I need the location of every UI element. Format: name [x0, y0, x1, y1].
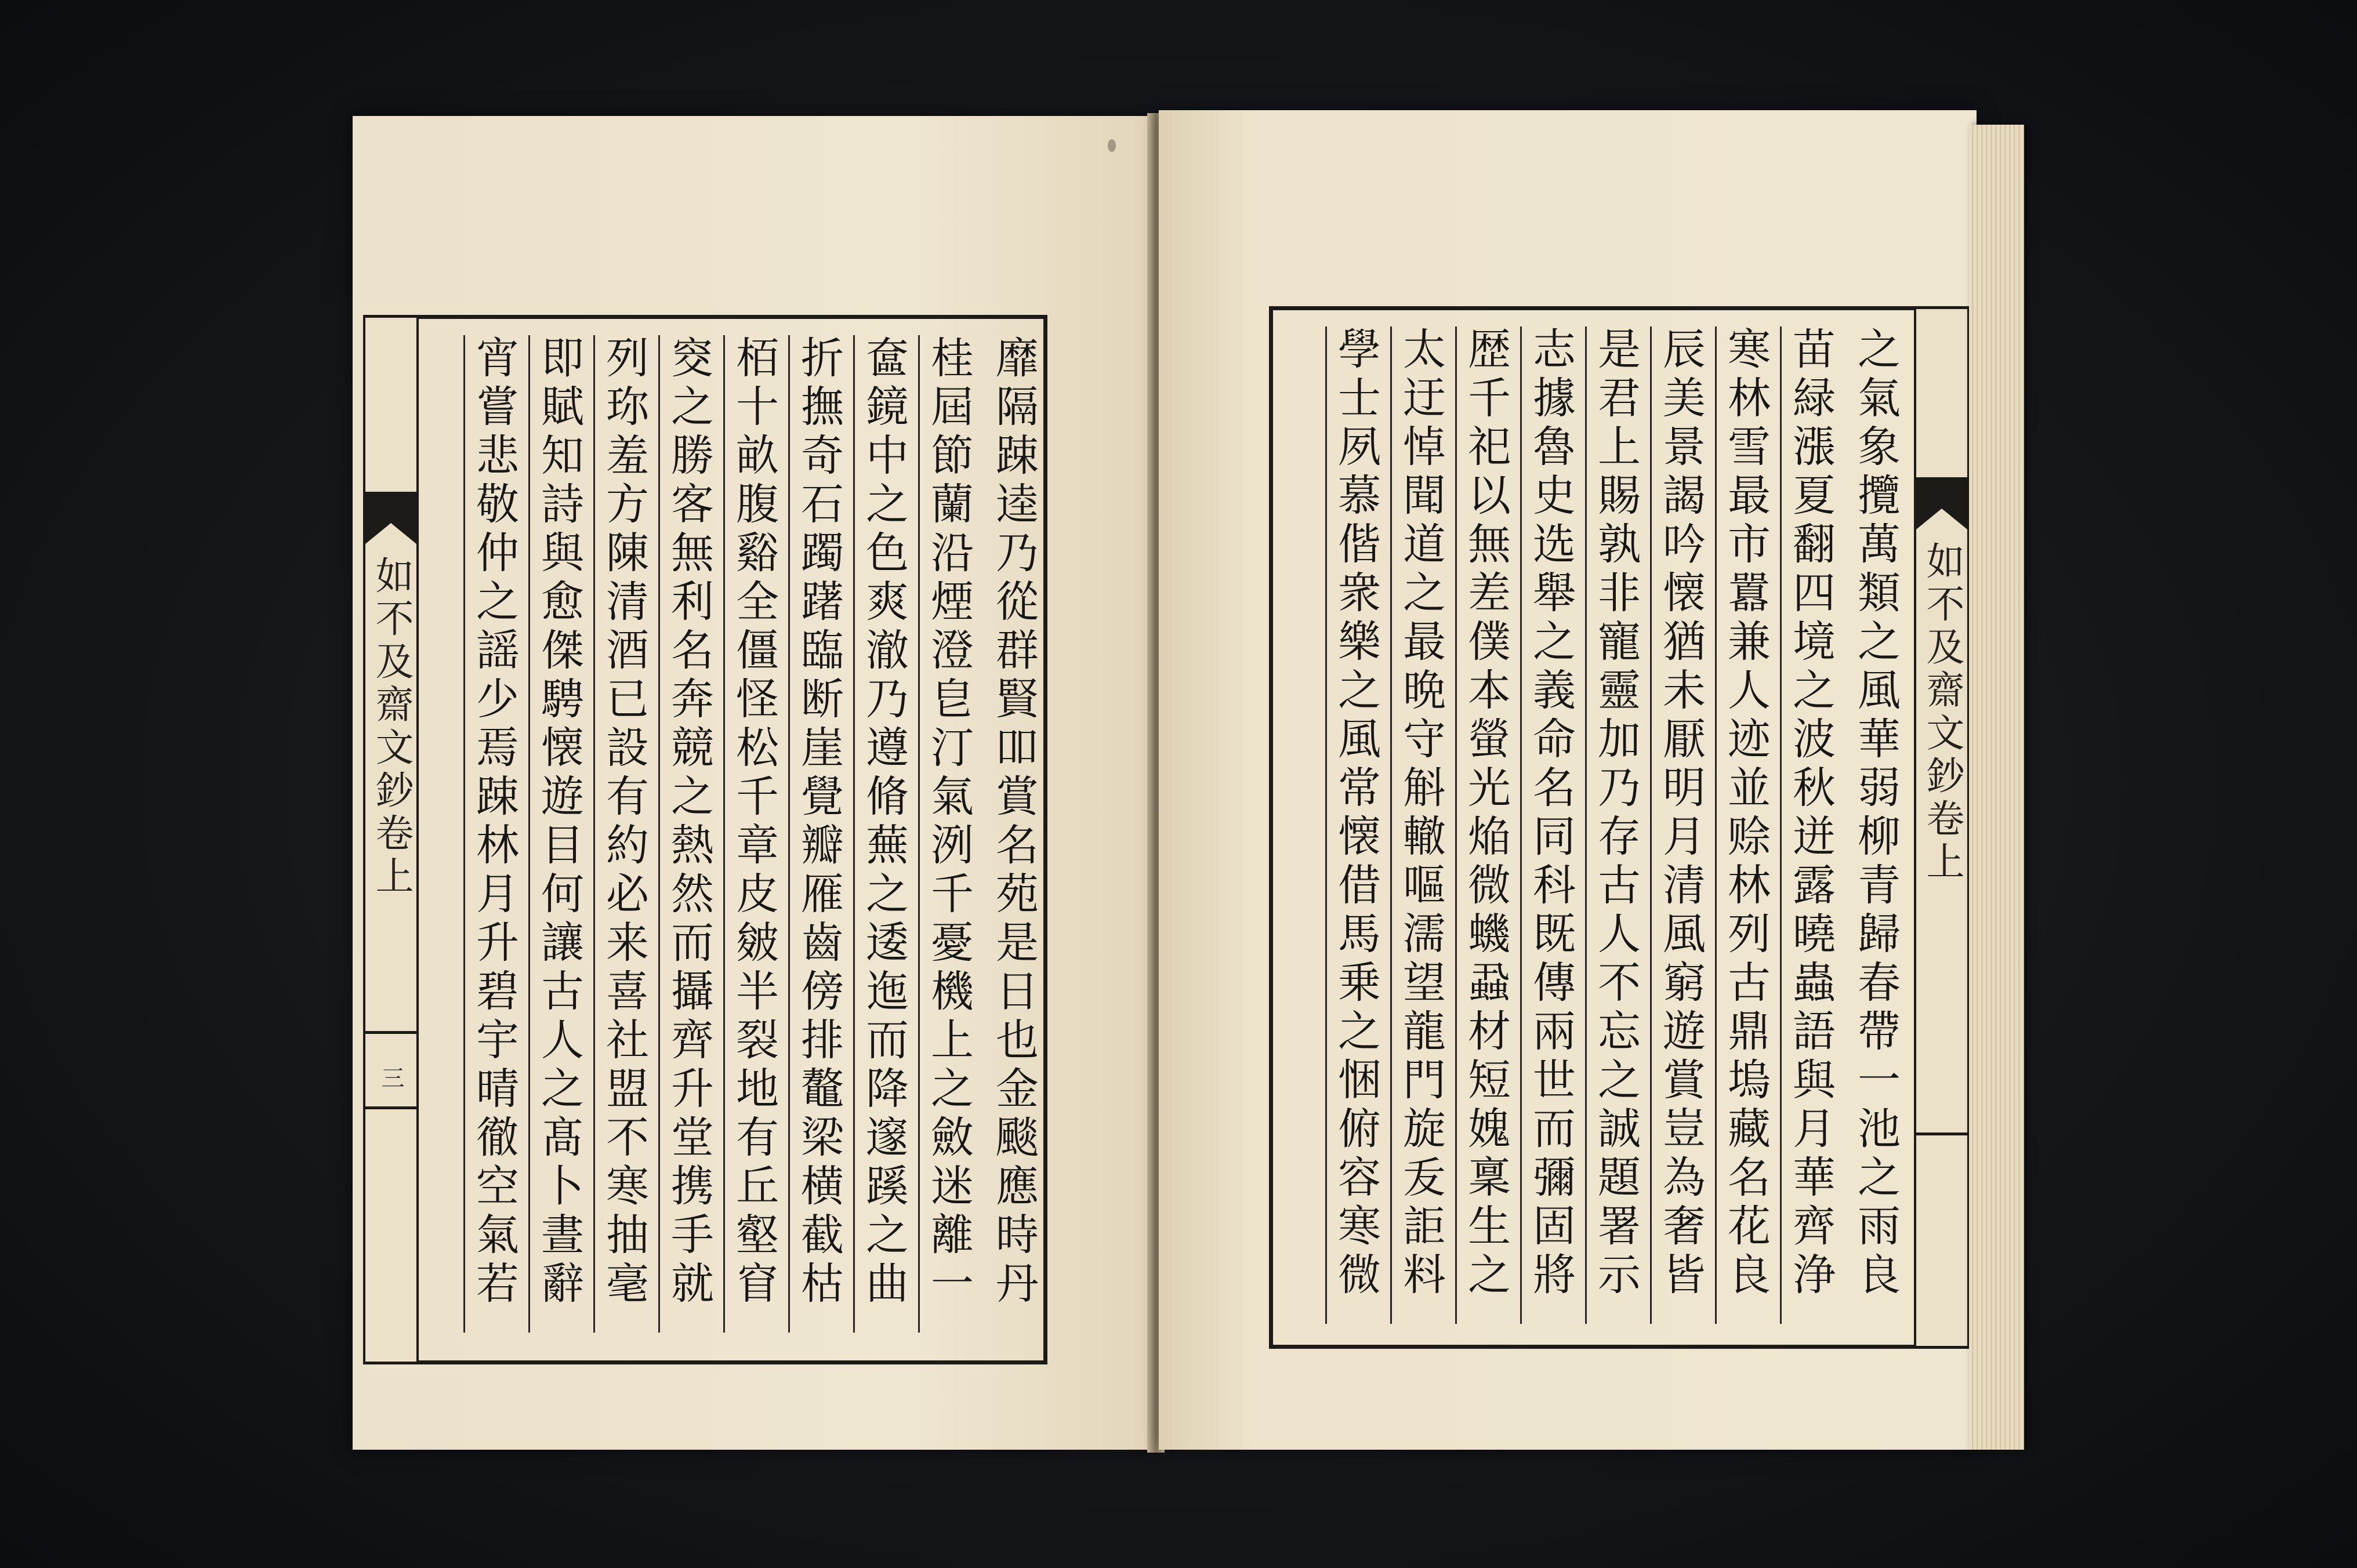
right-column-7: 歴千祀以無差僕本螢光焔微蟣蝨材短媿稟生之: [1455, 326, 1517, 1324]
right-column-9: 學士夙慕偕衆樂之風常懐借馬乗之悃俯容寒微: [1325, 326, 1387, 1324]
folio-number: 三: [378, 1066, 404, 1089]
strip-divider: [365, 1106, 416, 1109]
left-column-2: 桂屆節蘭沿煙澄皀汀氣洌千憂機上之斂迷離一: [918, 335, 980, 1333]
fish-tail-ornament: [365, 492, 416, 544]
left-column-3: 奩鏡中之色爽澈乃遵脩蕪之逶迤而降邃蹊之曲: [853, 335, 915, 1333]
ink-mark: [1108, 139, 1116, 152]
left-column-7: 列珎羞方陳清酒已設有約必来喜社盟不寒抽毫: [593, 335, 655, 1333]
left-page-text-frame: [399, 315, 1047, 1364]
right-column-6: 志據魯史选舉之義命名同科既傳兩世而彌固將: [1520, 326, 1582, 1324]
left-column-9: 宵嘗悲敬仲之謡少焉踈林月升碧宇晴徹空氣若: [463, 335, 525, 1333]
right-column-4: 辰美景謁吟懐猶未厭明月清風窮遊賞豈為奢皆: [1650, 326, 1711, 1324]
right-column-8: 太迂悼聞道之最晩守斛轍嘔濡望龍門旋叐詎料: [1390, 326, 1452, 1324]
right-center-strip: [1914, 306, 1970, 1349]
left-column-4: 折撫奇石躅躇臨断崖覺瓣雁齒傍排鼇梁横截枯: [788, 335, 850, 1333]
strip-divider: [1916, 1133, 1967, 1135]
left-column-5: 栢十畝腹谿全僵怪松千章皮皴半裂地有丘壑窅: [723, 335, 785, 1333]
left-column-1: 靡隔踈逵乃從群賢吅賞名苑是日也金颷應時丹: [989, 335, 1039, 1309]
left-center-strip: [363, 315, 419, 1364]
book-title-strip: 如不及齋文鈔卷上: [1920, 541, 1964, 884]
right-column-5: 是君上賜孰非寵靈加乃存古人不忘之誠題署示: [1585, 326, 1647, 1324]
right-page-text-frame: [1269, 306, 1965, 1349]
right-column-1: 之氣象攬萬類之風華弱柳青歸春帶一池之雨良: [1851, 326, 1901, 1301]
page-stack-edge: [1969, 125, 2024, 1450]
left-column-8: 即賦知詩與愈傑騁懐遊目何讓古人之髙卜晝辭: [528, 335, 590, 1333]
book-title-strip: 如不及齋文鈔卷上: [369, 556, 414, 899]
fish-tail-ornament: [1916, 477, 1967, 529]
right-column-3: 寒林雪最市囂兼人迹並赊林列古鼎塢藏名花良: [1715, 326, 1776, 1324]
right-column-2: 苗緑漲夏翻四境之波秋迸露曉蟲語與月華齊浄: [1780, 326, 1841, 1324]
left-column-6: 窔之勝客無利名奔競之熱然而攝齊升堂携手就: [658, 335, 720, 1333]
strip-divider: [365, 1031, 416, 1034]
